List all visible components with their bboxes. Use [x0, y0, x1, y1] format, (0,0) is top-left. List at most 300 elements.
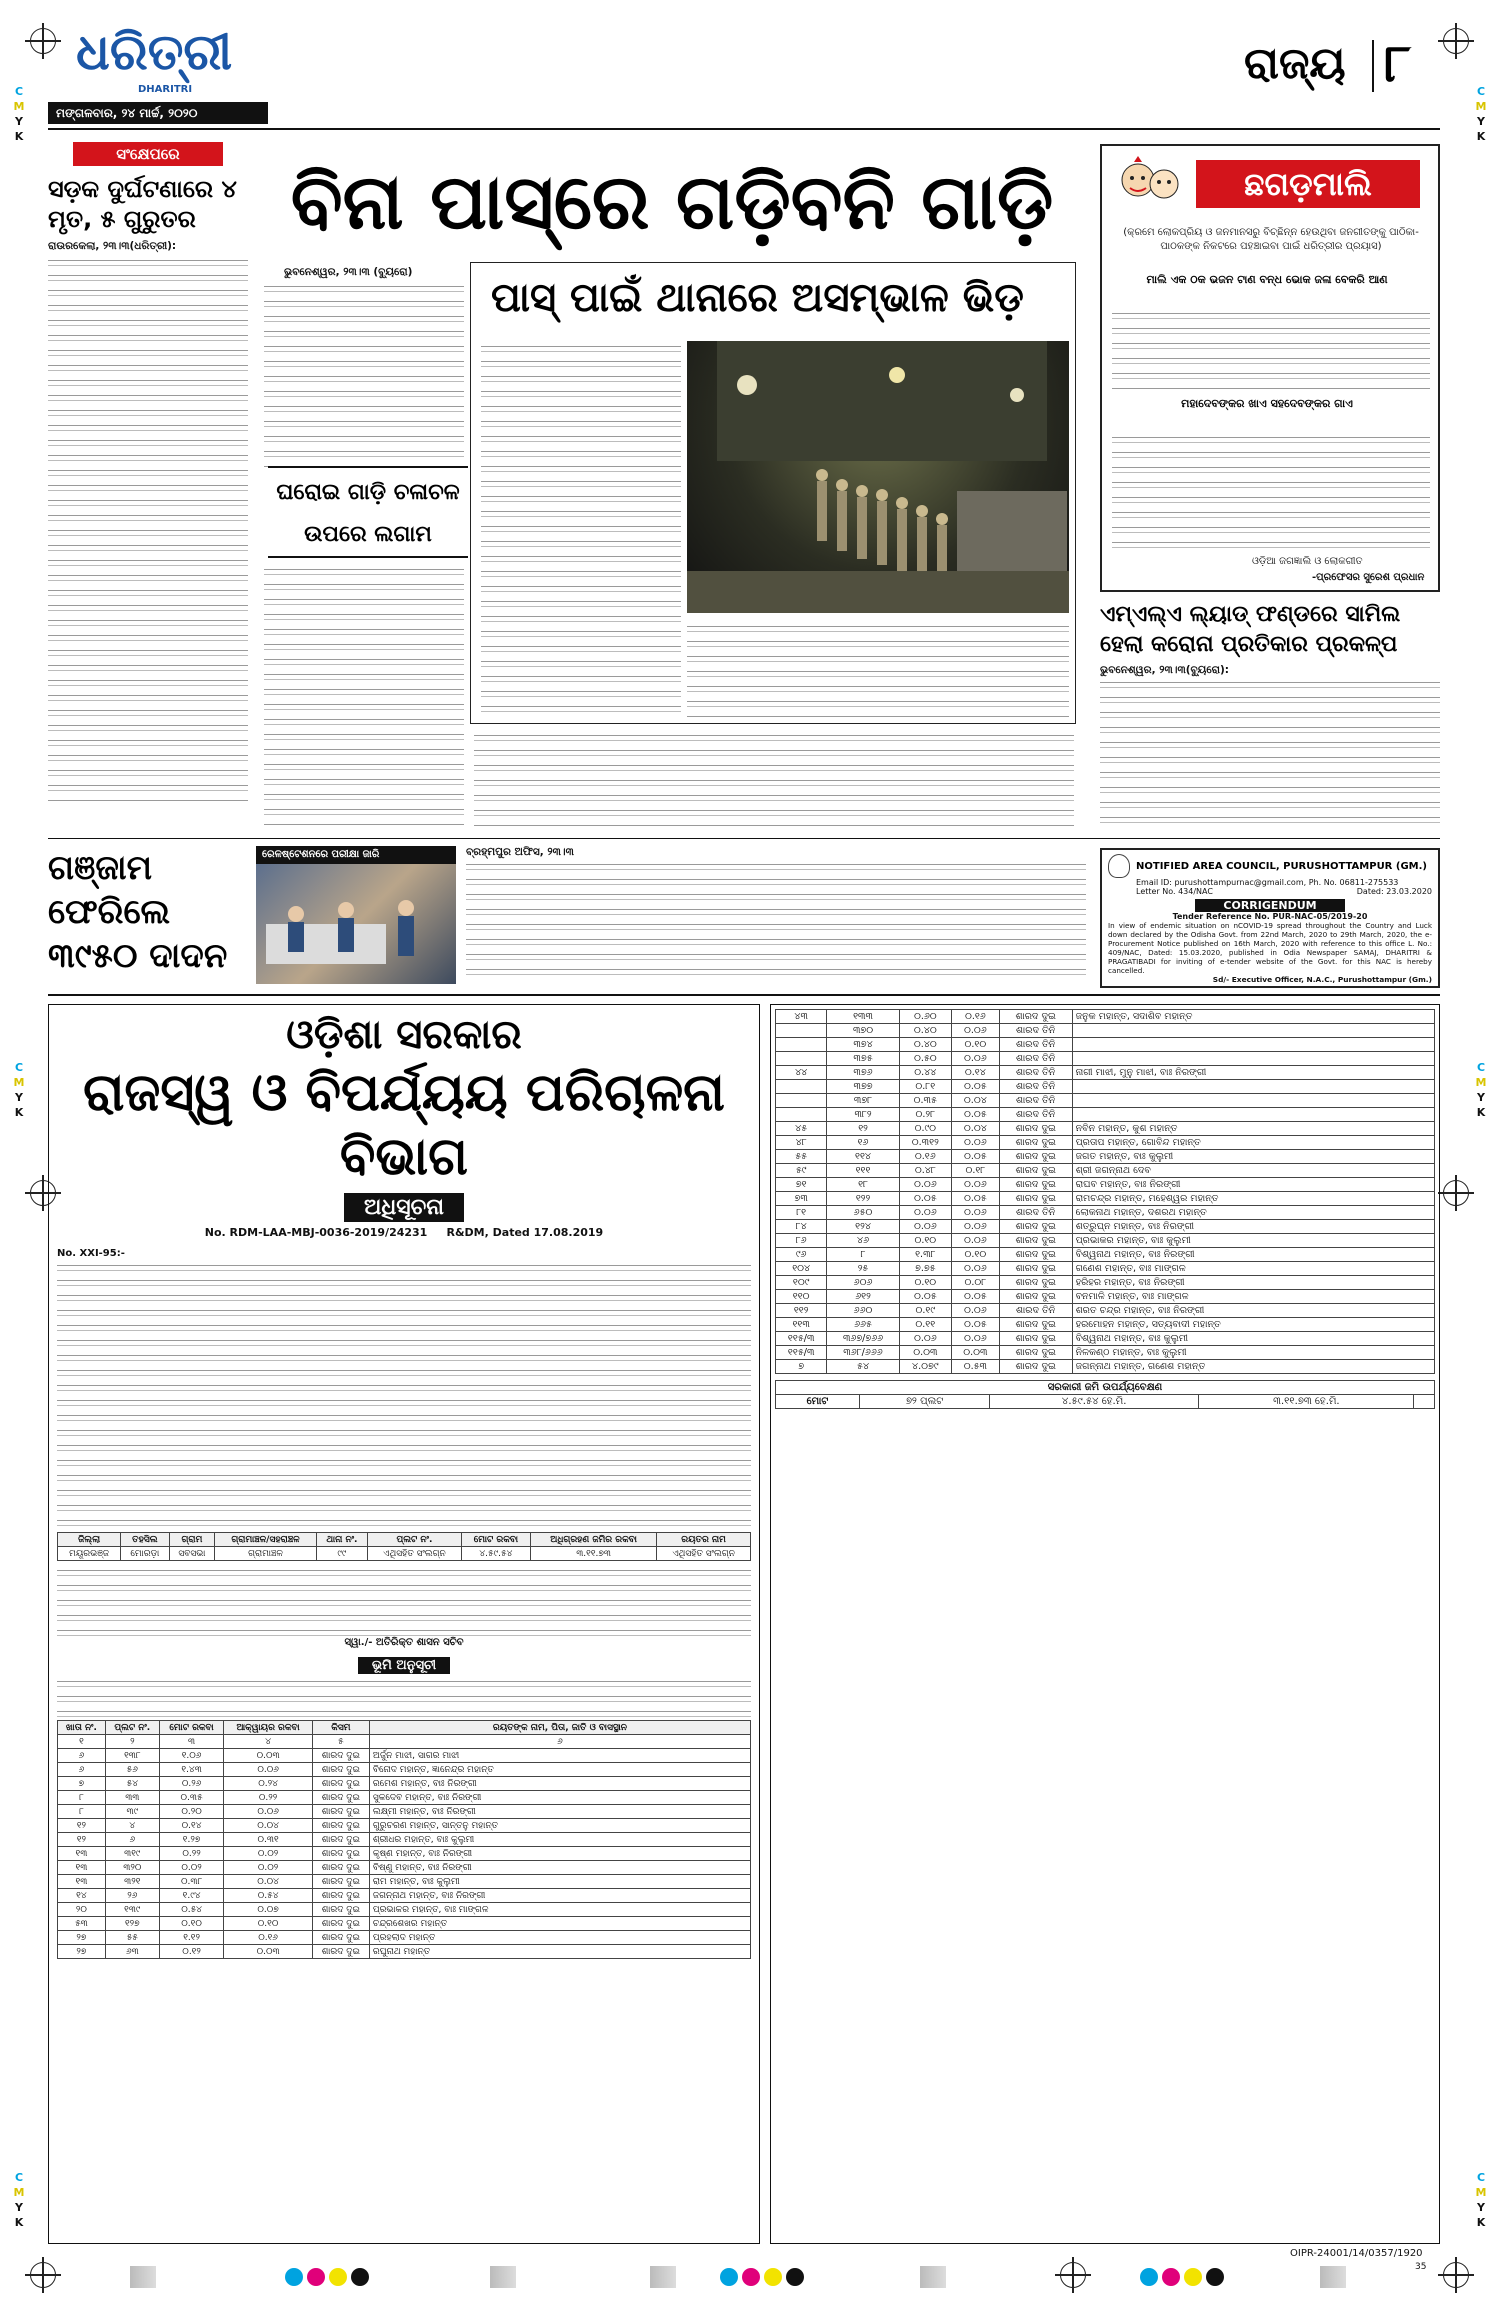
- ganjam-headline-box: [48, 846, 248, 986]
- color-strip-gray: [490, 2266, 516, 2288]
- land-cell: ଶାରଦ ଦୁଇ: [312, 1805, 369, 1819]
- land-cell: ୧୩: [58, 1847, 106, 1861]
- nac-email: Email ID: purushottampurnac@gmail.com, Ph. No. 06811-275533: [1136, 878, 1399, 887]
- right-cell: ୩୭୮: [827, 1094, 899, 1108]
- right-cell: ୪୬: [827, 1234, 899, 1248]
- right-cell: [1072, 1094, 1434, 1108]
- land-cell: ୦.୦୨: [159, 1861, 224, 1875]
- land-cell: ୦.୩୧: [224, 1833, 312, 1847]
- right-cell: ୦.୪୦: [899, 1038, 951, 1052]
- right-cell: ଶାରଦ ଦୁଇ: [999, 1276, 1072, 1290]
- right-cell: ୦.୦୬: [951, 1024, 999, 1038]
- land-cell: ୦.୧୪: [159, 1819, 224, 1833]
- right-cell: ଶାରଦ ଦୁଇ: [999, 1220, 1072, 1234]
- right-cell: ୦.୧୪: [951, 1066, 999, 1080]
- land-cell: ୬୩: [105, 1945, 159, 1959]
- right-cell: ୭: [776, 1360, 827, 1374]
- right-cell: ୦.୦୬: [951, 1206, 999, 1220]
- right-cell: ଶାରଦ ଦୁଇ: [999, 1122, 1072, 1136]
- table-row: [58, 1917, 751, 1931]
- color-strip-gray: [650, 2266, 676, 2288]
- row-rule: [48, 838, 1440, 839]
- nac-sign: Sd/- Executive Officer, N.A.C., Purushottampur (Gm.): [1212, 975, 1432, 984]
- cartoon-body-2: [1112, 432, 1430, 552]
- land-cell: ୫୪: [105, 1777, 159, 1791]
- table-row: [776, 1206, 1435, 1220]
- table-row: [58, 1875, 751, 1889]
- right-cell: ୭.୭୫: [899, 1262, 951, 1276]
- land-cell: ୫୩: [58, 1917, 106, 1931]
- right-cell: ଶାରଦ ଦୁଇ: [999, 1262, 1072, 1276]
- land-cell: ପ୍ରହଲାଦ ମହାନ୍ତ: [369, 1931, 750, 1945]
- right-cell: ୩୭୭: [827, 1080, 899, 1094]
- table-row: [776, 1290, 1435, 1304]
- brief-dateline: ରାଉରକେଲା, ୨୩।୩(ଧରିତ୍ରୀ):: [48, 240, 177, 252]
- right-cell: ୪.୦୭୯: [899, 1360, 951, 1374]
- schedule-tag: ଭୂମି ଅନୁସୂଚୀ: [358, 1657, 450, 1674]
- right-cell: ୩୬୮/୬୬୬: [827, 1346, 899, 1360]
- mla-body: [1100, 677, 1440, 827]
- table-row: [58, 1763, 751, 1777]
- right-cell: [776, 1080, 827, 1094]
- right-cell: ୦.୦୫: [951, 1080, 999, 1094]
- land-cell: ଶାରଦ ଦୁଇ: [312, 1903, 369, 1917]
- right-cell: ୧୨୪: [827, 1220, 899, 1234]
- color-strip-gray: [130, 2266, 156, 2288]
- right-cell: ଶାରଦ ତିନି: [999, 1206, 1072, 1220]
- total-plots: ୭୨ ପ୍ଲଟ: [860, 1395, 990, 1409]
- land-cell: ୦.୩୮: [159, 1875, 224, 1889]
- right-cell: ୦.୧୦: [899, 1276, 951, 1290]
- right-cell: ୦.୦୪: [951, 1094, 999, 1108]
- right-cell: ୧୩୩: [827, 1010, 899, 1024]
- land-cell: ୩୩: [105, 1791, 159, 1805]
- land-cell: ଗୁରୁଚରଣ ମହାନ୍ତ, ସାନ୍ତନୁ ମହାନ୍ତ: [369, 1819, 750, 1833]
- nac-dated: Dated: 23.03.2020: [1356, 887, 1432, 896]
- table-row: [776, 1150, 1435, 1164]
- lead-pullquote: ଘରୋଇ ଗାଡ଼ି ଚଳାଚଳ ଉପରେ ଲଗାମ: [276, 480, 460, 547]
- mla-story: [1100, 600, 1440, 830]
- summary-cell: ଏଥିସହିତ ସଂଲଗ୍ନ: [657, 1547, 751, 1561]
- mla-dateline: ଭୁବନେଶ୍ୱର, ୨୩।୩(ବ୍ୟୁରୋ):: [1100, 664, 1229, 676]
- cmyk-bar: C M Y K: [13, 85, 25, 143]
- table-row: [776, 1052, 1435, 1066]
- right-cell: ୫୪: [827, 1360, 899, 1374]
- brief-tab: ସଂକ୍ଷେପରେ: [73, 142, 223, 166]
- lead-headline: ବିନା ପାସ୍‌ରେ ଗଡ଼ିବନି ଗାଡ଼ି: [290, 157, 1054, 246]
- land-cell: ୧୩: [58, 1861, 106, 1875]
- right-cell: [776, 1052, 827, 1066]
- right-cell: ୧୧୫/୩: [776, 1346, 827, 1360]
- right-cell: ଶାରଦ ତିନି: [999, 1052, 1072, 1066]
- land-cell: ୩୨୦: [105, 1861, 159, 1875]
- table-row: [58, 1833, 751, 1847]
- nac-letter: Letter No. 434/NAC: [1136, 887, 1213, 896]
- right-cell: ୧୨୨: [827, 1192, 899, 1206]
- land-cell: ୧.୨୭: [159, 1833, 224, 1847]
- table-row: [58, 1931, 751, 1945]
- summary-header: ଗ୍ରାମାଞ୍ଚଳ/ସହରାଞ୍ଚଳ: [215, 1533, 316, 1547]
- land-cell: ୦.୨୪: [224, 1777, 312, 1791]
- land-cell: ଶାରଦ ଦୁଇ: [312, 1749, 369, 1763]
- right-cell: ବିଶ୍ୱନାଥ ମହାନ୍ତ, ବାଃ ନିରଙ୍ଗୀ: [1072, 1248, 1434, 1262]
- right-cell: [776, 1024, 827, 1038]
- land-header: ଖାତା ନଂ.: [58, 1721, 106, 1735]
- table-row: [58, 1903, 751, 1917]
- right-cell: ୩୬୭/୭୬୬: [827, 1332, 899, 1346]
- land-cell: ୬: [58, 1749, 106, 1763]
- land-index: ୩: [159, 1735, 224, 1749]
- right-cell: ଶତ୍ରୁଘ୍ନ ମହାନ୍ତ, ବାଃ ନିରଙ୍ଗୀ: [1072, 1220, 1434, 1234]
- right-cell: ଶାରଦ ଦୁଇ: [999, 1360, 1072, 1374]
- land-cell: କୃଷ୍ଣ ମହାନ୍ତ, ବାଃ ନିରଙ୍ଗୀ: [369, 1847, 750, 1861]
- land-cell: ପ୍ରଭାକର ମହାନ୍ତ, ବାଃ ମାଙ୍ଗଳ: [369, 1903, 750, 1917]
- cmyk-bar: C M Y K: [13, 1061, 25, 1119]
- right-cell: ୧୦୪: [776, 1262, 827, 1276]
- total-label: ମୋଟ: [776, 1395, 860, 1409]
- inset-body: [481, 341, 681, 717]
- cartoon-sub1: ମାଲି ଏକ ଠକ ଭଜନ ଟାଣ ବନ୍ଧ ଭୋକ ଜଳା ବେକରି ଆଣ: [1146, 273, 1388, 286]
- summary-header: ଅଧିଗ୍ରହଣ ଜମିର ରକବା: [530, 1533, 656, 1547]
- land-cell: ଅର୍ଜୁନ ମାଝୀ, ସାଗର ମାଝୀ: [369, 1749, 750, 1763]
- right-cell: ୮୧: [776, 1206, 827, 1220]
- right-cell: ୦.୧୬: [899, 1150, 951, 1164]
- inset-headline: ପାସ୍ ପାଇଁ ଥାନାରେ ଅସମ୍ଭାଳ ଭିଡ଼: [491, 275, 1024, 321]
- land-header: ଆକ୍ୱାୟର ରକବା: [224, 1721, 312, 1735]
- table-row: [58, 1777, 751, 1791]
- govt-body-2: [57, 1565, 751, 1637]
- right-cell: ୬୧୨: [827, 1290, 899, 1304]
- right-cell: ୦.୩୧୨: [899, 1136, 951, 1150]
- land-cell: ୧.୧୨: [159, 1931, 224, 1945]
- cmyk-bar: C M Y K: [13, 2171, 25, 2229]
- right-cell: ୦.୧୦: [951, 1038, 999, 1052]
- table-row: [776, 1038, 1435, 1052]
- land-cell: ୧୩୯: [105, 1903, 159, 1917]
- right-cell: ୦.୦୫: [899, 1192, 951, 1206]
- mla-headline: ଏମ୍‌ଏଲ୍‌ଏ ଲ୍ୟାଡ୍ ଫଣ୍ଡରେ ସାମିଲ ହେଲା କରୋନା ପ୍ରତିକାର ପ୍ରକଳ୍ପ: [1100, 602, 1401, 657]
- right-cell: ଶାରଦ ଦୁଇ: [999, 1178, 1072, 1192]
- table-row: [58, 1805, 751, 1819]
- cartoon-intro: (କ୍ରମେ ଲୋକପ୍ରିୟ ଓ ଜନମାନସରୁ ବିଚ୍ଛିନ୍ନ ହେଉଥିବା ଜନଗୀତଙ୍କୁ ପାଠିକା-ପାଠକଙ୍କ ନିକଟରେ ପହଞ୍ଚାଇବା ପାଇଁ ଧରିତ୍ରୀର ପ୍ରୟାସ): [1123, 227, 1419, 252]
- masthead: [48, 18, 268, 126]
- land-cell: ବିଷ୍ଣୁ ମହାନ୍ତ, ବାଃ ନିରଙ୍ଗୀ: [369, 1861, 750, 1875]
- govt-notice: [48, 1004, 760, 2244]
- summary-cell: ୯୯: [316, 1547, 367, 1561]
- land-cell: ସୁକଦେବ ମହାନ୍ତ, ବାଃ ନିରଙ୍ଗୀ: [369, 1791, 750, 1805]
- right-cell: ୪୫: [776, 1122, 827, 1136]
- right-cell: ୧୧୫/୩: [776, 1332, 827, 1346]
- right-cell: ୦.୪୪: [899, 1066, 951, 1080]
- govt-line2: ରାଜସ୍ୱ ଓ ବିପର୍ଯ୍ୟୟ ପରିଚାଳନା ବିଭାଗ: [83, 1063, 725, 1187]
- land-cell: ୭: [58, 1777, 106, 1791]
- summary-header: ପ୍ଲଟ ନଂ.: [368, 1533, 462, 1547]
- land-cell: ୦.୨୨: [224, 1791, 312, 1805]
- right-cell: ୦.୪୦: [899, 1024, 951, 1038]
- cmyk-bar: C M Y K: [1475, 1061, 1487, 1119]
- land-index: ୨: [105, 1735, 159, 1749]
- right-cell: ପ୍ରତାପ ମହାନ୍ତ, ଗୋବିନ୍ଦ ମହାନ୍ତ: [1072, 1136, 1434, 1150]
- right-cell: ଶାରଦ ତିନି: [999, 1108, 1072, 1122]
- right-cell: ୦.୦୫: [951, 1108, 999, 1122]
- row-rule-2: [48, 994, 1440, 996]
- land-cell: ୧୩୮: [105, 1749, 159, 1763]
- table-row: [58, 1889, 751, 1903]
- table-row: [776, 1010, 1435, 1024]
- total-blank: [1414, 1395, 1435, 1409]
- right-cell: [776, 1038, 827, 1052]
- right-cell: ୧୧୨: [776, 1304, 827, 1318]
- right-cell: ୧୧୪: [827, 1150, 899, 1164]
- land-cell: ୦.୦୪: [224, 1875, 312, 1889]
- right-cell: ୧୮: [827, 1178, 899, 1192]
- right-cell: ୧.୩୮: [899, 1248, 951, 1262]
- land-cell: ୦.୨୨: [159, 1847, 224, 1861]
- right-cell: ୦.୯୦: [899, 1122, 951, 1136]
- right-cell: ୧୧୧: [827, 1164, 899, 1178]
- summary-cell: ୪.୫୯.୫୪: [461, 1547, 530, 1561]
- right-cell: ୫୫: [776, 1150, 827, 1164]
- right-cell: ୬୬୦: [827, 1304, 899, 1318]
- land-cell: ୦.୦୪: [224, 1819, 312, 1833]
- govt-body: [57, 1260, 751, 1530]
- land-cell: ୦.୦୨: [224, 1847, 312, 1861]
- land-cell: ୦.୦୨: [224, 1861, 312, 1875]
- table-row: [58, 1791, 751, 1805]
- schedule-intro: [57, 1676, 751, 1720]
- right-cell: ୦.୧୯: [899, 1304, 951, 1318]
- right-cell: ୦.୦୫: [951, 1192, 999, 1206]
- right-cell: ୦.୬୦: [899, 1010, 951, 1024]
- table-row: [776, 1220, 1435, 1234]
- right-table-total: [775, 1380, 1435, 1409]
- land-cell: ୦.୦୬: [224, 1805, 312, 1819]
- land-cell: ୦.୧୨: [159, 1945, 224, 1959]
- right-cell: ୦.୦୬: [951, 1178, 999, 1192]
- land-cell: ୦.୦୩: [224, 1749, 312, 1763]
- table-row: [58, 1861, 751, 1875]
- table-row: [776, 1262, 1435, 1276]
- right-cell: ଶାରଦ ତିନି: [999, 1038, 1072, 1052]
- right-cell: ୦.୧୬: [951, 1010, 999, 1024]
- color-swatch-black: [1206, 2268, 1224, 2286]
- nac-notice: [1100, 848, 1440, 988]
- right-cell: ଶାରଦ ଦୁଇ: [999, 1290, 1072, 1304]
- cartoon-author: -ପ୍ରଫେସର ସୁରେଶ ପ୍ରଧାନ: [1312, 572, 1425, 583]
- nac-tender-ref: Tender Reference No. PUR-NAC-05/2019-20: [1172, 912, 1368, 921]
- land-cell: ଶାରଦ ଦୁଇ: [312, 1847, 369, 1861]
- land-cell: ୦.୦୩: [224, 1945, 312, 1959]
- right-cell: ୪୩: [776, 1010, 827, 1024]
- right-cell: ରାଘବ ମହାନ୍ତ, ବାଃ ନିରଙ୍ଗୀ: [1072, 1178, 1434, 1192]
- right-cell: ୬୫୦: [827, 1206, 899, 1220]
- section-name: ରାଜ୍ୟ: [1244, 38, 1346, 89]
- table-row: [776, 1276, 1435, 1290]
- land-cell: ୧୪: [58, 1889, 106, 1903]
- right-cell: ୦.୫୦: [899, 1052, 951, 1066]
- right-cell: ନିଳକଣ୍ଠ ମହାନ୍ତ, ବାଃ କୁଲୁମୀ: [1072, 1346, 1434, 1360]
- ganjam-photo-caption: ରେଳଷ୍ଟେଶନରେ ପରୀକ୍ଷା ଜାରି: [256, 846, 456, 864]
- summary-cell: ୩.୧୧.୭୩: [530, 1547, 656, 1561]
- color-swatch-yellow: [764, 2268, 782, 2286]
- right-cell: ୫୯: [776, 1164, 827, 1178]
- right-cell: ୯୬: [776, 1248, 827, 1262]
- land-cell: ଜଗନ୍ନାଥ ମହାନ୍ତ, ବାଃ ନିରଙ୍ଗୀ: [369, 1889, 750, 1903]
- right-cell: ୬୬୫: [827, 1318, 899, 1332]
- right-cell: ଜଗତ ମହାନ୍ତ, ବାଃ କୁଲୁମୀ: [1072, 1150, 1434, 1164]
- land-cell: ୧.୦୬: [159, 1749, 224, 1763]
- right-cell: ୭୧: [776, 1178, 827, 1192]
- table-row: [776, 1136, 1435, 1150]
- emblem-icon: [1108, 854, 1130, 878]
- table-row: [776, 1248, 1435, 1262]
- right-cell: ୦.୦୮: [951, 1276, 999, 1290]
- color-swatch-yellow: [329, 2268, 347, 2286]
- land-cell: ୮: [58, 1805, 106, 1819]
- table-row: [776, 1304, 1435, 1318]
- right-cell: ହରିହର ମହାନ୍ତ, ବାଃ ନିରଙ୍ଗୀ: [1072, 1276, 1434, 1290]
- land-cell: ୦.୧୬: [224, 1931, 312, 1945]
- right-cell: ଶାରଦ ଦୁଇ: [999, 1234, 1072, 1248]
- right-cell: ଜନୁକ ମହାନ୍ତ, ସଦାଶିବ ମହାନ୍ତ: [1072, 1010, 1434, 1024]
- right-cell: ନାଗୀ ମାଝୀ, ମୁନୁ ମାଝୀ, ବାଃ ନିରଙ୍ଗୀ: [1072, 1066, 1434, 1080]
- land-cell: ଶାରଦ ଦୁଇ: [312, 1777, 369, 1791]
- land-cell: ୩୯: [105, 1805, 159, 1819]
- color-swatch-black: [786, 2268, 804, 2286]
- summary-cell: ଏଥିସହିତ ସଂଲଗ୍ନ: [368, 1547, 462, 1561]
- right-cell: ବନମାଳି ମହାନ୍ତ, ବାଃ ମାଙ୍ଗଳ: [1072, 1290, 1434, 1304]
- right-cell: ୩୭୬: [827, 1066, 899, 1080]
- right-cell: ୦.୦୬: [951, 1234, 999, 1248]
- table-row: [58, 1749, 751, 1763]
- land-cell: ୦.୦୭: [224, 1903, 312, 1917]
- table-row: [776, 1164, 1435, 1178]
- right-cell: [776, 1094, 827, 1108]
- section-header: [1238, 34, 1438, 98]
- registration-mark: [1443, 2262, 1469, 2288]
- right-cell: ଜଗନ୍ନାଥ ମହାନ୍ତ, ଗଣେଶ ମହାନ୍ତ: [1072, 1360, 1434, 1374]
- land-header: ରୟତଙ୍କ ନାମ, ପିତା, ଜାତି ଓ ବାସସ୍ଥାନ: [369, 1721, 750, 1735]
- registration-mark: [1060, 2262, 1086, 2288]
- right-cell: ୦.୦୬: [951, 1304, 999, 1318]
- right-cell: ୦.୪୮: [899, 1164, 951, 1178]
- table-row: [776, 1080, 1435, 1094]
- cartoon-sub2: ମହାଦେବଙ୍କର ଖାଏ ସହଦେବଙ୍କର ଗାଏ: [1181, 397, 1353, 410]
- ganjam-photo: [256, 864, 456, 984]
- date-line: ମଙ୍ଗଳବାର, ୨୪ ମାର୍ଚ୍ଚ, ୨୦୨୦: [48, 102, 268, 124]
- cartoon-body-1: [1112, 308, 1430, 392]
- right-cell: ୦.୦୬: [899, 1220, 951, 1234]
- land-cell: ୧୨: [58, 1833, 106, 1847]
- color-swatch-yellow: [1184, 2268, 1202, 2286]
- right-cell: ୮୬: [776, 1234, 827, 1248]
- land-cell: ୦.୧୦: [159, 1917, 224, 1931]
- summary-header: ରୟତର ନାମ: [657, 1533, 751, 1547]
- right-cell: ରାମଚନ୍ଦ୍ର ମହାନ୍ତ, ମହେଶ୍ୱର ମହାନ୍ତ: [1072, 1192, 1434, 1206]
- table-row: [776, 1066, 1435, 1080]
- land-cell: ଚନ୍ଦ୍ରଶେଖର ମହାନ୍ତ: [369, 1917, 750, 1931]
- registration-mark: [30, 2262, 56, 2288]
- page-number: ୮: [1384, 34, 1412, 94]
- right-cell: ଶାରଦ ଦୁଇ: [999, 1332, 1072, 1346]
- registration-mark: [1443, 28, 1469, 54]
- right-cell: ଶରତ ଚନ୍ଦ୍ର ମହାନ୍ତ, ବାଃ ନିରଙ୍ଗୀ: [1072, 1304, 1434, 1318]
- summary-table-wrap: [49, 1532, 759, 1959]
- summary-header: ଥାନା ନଂ.: [316, 1533, 367, 1547]
- land-cell: ଶାରଦ ଦୁଇ: [312, 1763, 369, 1777]
- right-cell: ଶାରଦ ଦୁଇ: [999, 1192, 1072, 1206]
- right-cell: ଶାରଦ ତିନି: [999, 1024, 1072, 1038]
- right-cell: ୧୦୯: [776, 1276, 827, 1290]
- table-row: [58, 1945, 751, 1959]
- right-cell: [1072, 1024, 1434, 1038]
- right-cell: ୦.୦୬: [899, 1332, 951, 1346]
- right-cell: ୦.୧୦: [951, 1248, 999, 1262]
- brief-headline: ସଡ଼କ ଦୁର୍ଘଟଣାରେ ୪ ମୃତ, ୫ ଗୁରୁତର: [48, 175, 237, 233]
- lead-text-cont: [264, 564, 464, 826]
- cmyk-bar: C M Y K: [1475, 2171, 1487, 2229]
- land-cell: ୨୭: [58, 1945, 106, 1959]
- right-cell: ୪୮: [776, 1136, 827, 1150]
- ganjam-photo-box: [256, 846, 456, 986]
- land-cell: ୬: [105, 1833, 159, 1847]
- land-cell: ୦.୧୦: [224, 1917, 312, 1931]
- right-cell: ବିଶ୍ୱନାଥ ମହାନ୍ତ, ବାଃ କୁଲୁମୀ: [1072, 1332, 1434, 1346]
- land-index: ୧: [58, 1735, 106, 1749]
- lead-inset: [470, 262, 1076, 724]
- color-strip-gray: [1320, 2266, 1346, 2288]
- right-cell: ୮୪: [776, 1220, 827, 1234]
- land-cell: ରାମ ମହାନ୍ତ, ବାଃ କୁଲୁମୀ: [369, 1875, 750, 1889]
- land-cell: ୧.୪୩: [159, 1763, 224, 1777]
- land-cell: ୩୨୧: [105, 1875, 159, 1889]
- right-cell: [1072, 1080, 1434, 1094]
- land-cell: ୮: [58, 1791, 106, 1805]
- summary-table: [57, 1532, 751, 1561]
- right-cell: ୦.୨୮: [899, 1108, 951, 1122]
- land-cell: ଶାରଦ ଦୁଇ: [312, 1889, 369, 1903]
- color-swatch-black: [351, 2268, 369, 2286]
- cmyk-bar: C M Y K: [1475, 85, 1487, 143]
- nac-corrigendum: CORRIGENDUM: [1195, 899, 1345, 912]
- divider: [1372, 40, 1374, 92]
- land-cell: ୦.୫୪: [224, 1889, 312, 1903]
- nac-org: NOTIFIED AREA COUNCIL, PURUSHOTTAMPUR (GM.): [1136, 860, 1427, 872]
- land-header: ମୋଟ ରକବା: [159, 1721, 224, 1735]
- summary-cell: ସବସଭା: [169, 1547, 215, 1561]
- land-cell: ୫୫: [105, 1931, 159, 1945]
- govt-tag: ଅଧିସୂଚନା: [344, 1193, 464, 1222]
- color-swatch-magenta: [307, 2268, 325, 2286]
- right-cell: ଶାରଦ ତିନି: [999, 1066, 1072, 1080]
- land-cell: ଶାରଦ ଦୁଇ: [312, 1917, 369, 1931]
- govt-no: No. XXI-95:-: [57, 1248, 125, 1259]
- summary-cell: ଗ୍ରାମାଞ୍ଚଳ: [215, 1547, 316, 1561]
- logo: ଧରିତ୍ରୀ: [76, 22, 233, 81]
- right-cell: ଶାରଦ ତିନି: [999, 1080, 1072, 1094]
- table-row: [58, 1847, 751, 1861]
- ganjam-story: [466, 846, 1086, 986]
- right-cell: ୦.୦୬: [951, 1052, 999, 1066]
- footer-label: ସରକାରୀ ଜମି ଉପର୍ଯ୍ୟବେକ୍ଷଣ: [776, 1381, 1435, 1395]
- total-acq: ୩.୧୧.୭୩ ହେ.ମି.: [1199, 1395, 1414, 1409]
- inset-body-2: [687, 621, 1069, 717]
- lead-pullquote-box: [268, 466, 468, 558]
- color-swatch-cyan: [720, 2268, 738, 2286]
- summary-header: ମୋଟ ରକବା: [461, 1533, 530, 1547]
- land-cell: ୪: [105, 1819, 159, 1833]
- lead-text: [264, 281, 464, 467]
